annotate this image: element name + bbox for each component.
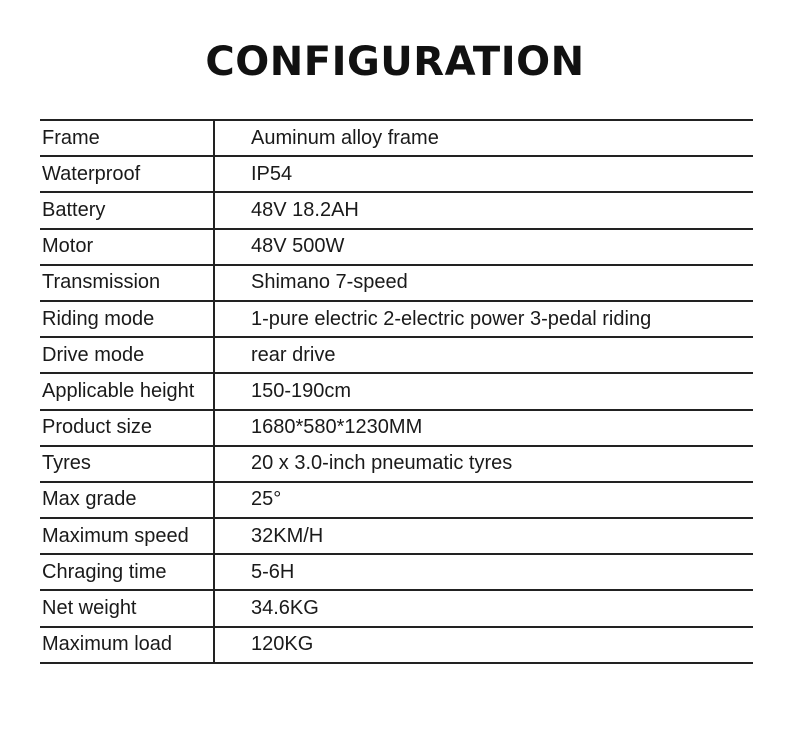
- spec-value: rear drive: [251, 343, 336, 366]
- table-row: [40, 483, 753, 519]
- spec-label: Drive mode: [40, 338, 215, 372]
- spec-value: 1-pure electric 2-electric power 3-pedal riding: [251, 307, 652, 330]
- page-title: CONFIGURATION: [205, 39, 585, 85]
- table-row: [40, 411, 753, 447]
- table-row: [40, 519, 753, 555]
- table-row: [40, 230, 753, 266]
- table-row: [40, 193, 753, 229]
- spec-value: 120KG: [251, 633, 314, 656]
- spec-value: 20 x 3.0-inch pneumatic tyres: [251, 452, 513, 475]
- spec-value: Auminum alloy frame: [251, 126, 439, 149]
- spec-label: Motor: [40, 230, 215, 264]
- table-row: [40, 302, 753, 338]
- spec-label: Chraging time: [40, 555, 215, 589]
- spec-table: [40, 119, 753, 664]
- spec-value: 1680*580*1230MM: [251, 416, 423, 439]
- spec-value: 32KM/H: [251, 524, 324, 547]
- table-row: [40, 555, 753, 591]
- spec-label: Battery: [40, 193, 215, 227]
- spec-label: Waterproof: [40, 157, 215, 191]
- spec-value: 48V 500W: [251, 235, 345, 258]
- spec-value: 48V 18.2AH: [251, 198, 359, 221]
- spec-label: Tyres: [40, 447, 215, 481]
- table-row: [40, 266, 753, 302]
- spec-label: Product size: [40, 411, 215, 445]
- spec-label: Max grade: [40, 483, 215, 517]
- spec-value: Shimano 7-speed: [251, 271, 408, 294]
- spec-value: 5-6H: [251, 560, 295, 583]
- spec-value: IP54: [251, 162, 293, 185]
- table-row: [40, 628, 753, 664]
- spec-label: Transmission: [40, 266, 215, 300]
- spec-label: Applicable height: [40, 374, 215, 408]
- table-row: [40, 374, 753, 410]
- table-row: [40, 157, 753, 193]
- spec-value: 25°: [251, 488, 282, 511]
- table-row: [40, 447, 753, 483]
- spec-label: Riding mode: [40, 302, 215, 336]
- spec-value: 34.6KG: [251, 597, 319, 620]
- spec-value: 150-190cm: [251, 379, 352, 402]
- spec-label: Maximum speed: [40, 519, 215, 553]
- spec-label: Net weight: [40, 591, 215, 625]
- table-row: [40, 338, 753, 374]
- table-row: [40, 591, 753, 627]
- spec-label: Maximum load: [40, 628, 215, 662]
- table-row: [40, 121, 753, 157]
- spec-label: Frame: [40, 121, 215, 155]
